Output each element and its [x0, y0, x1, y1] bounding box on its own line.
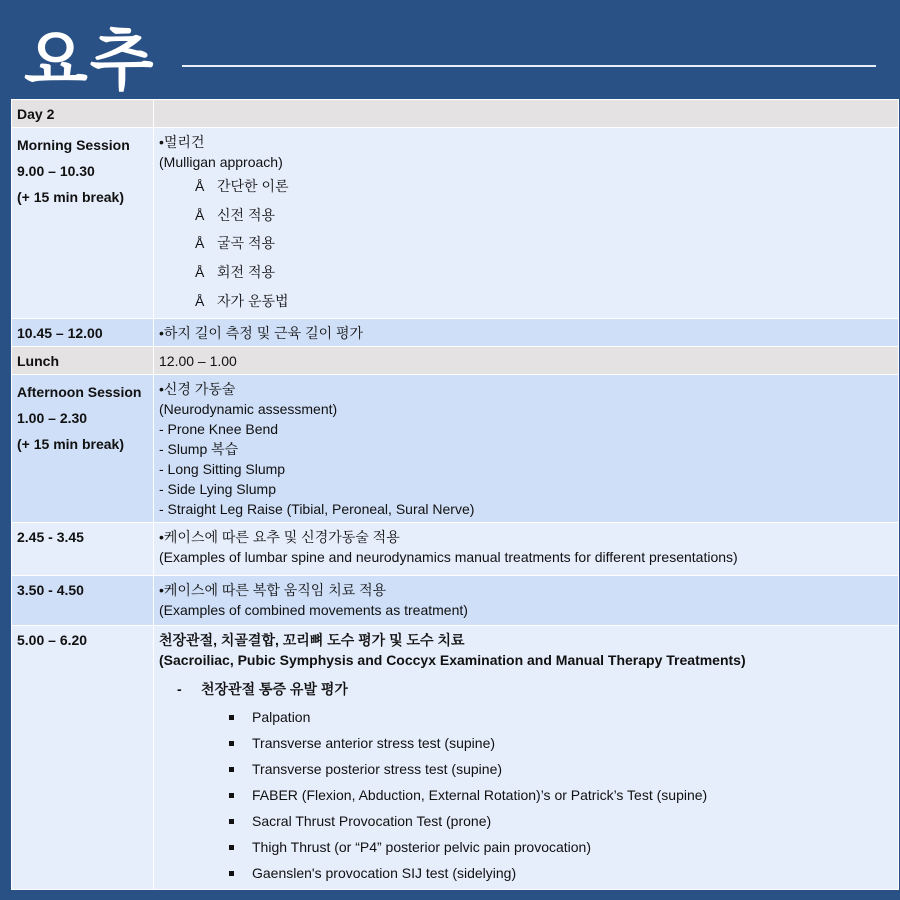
content-cell: [154, 523, 899, 576]
arrow-bullet-icon: Å: [195, 235, 205, 252]
topic-title: •신경 가동술: [159, 381, 236, 397]
square-bullet-icon: [229, 767, 234, 772]
time-cell: [12, 100, 154, 128]
arrow-bullet-icon: Å: [195, 264, 205, 281]
square-bullet-icon: [229, 845, 234, 850]
list-item: Thigh Thrust (or “P4” posterior pelvic pain provocation): [159, 834, 893, 860]
content-cell: [154, 128, 899, 319]
subheading: - 천장관절 통증 유발 평가: [177, 681, 348, 697]
list-item: Å 회전 적용: [195, 264, 275, 281]
session-break: (+ 15 min break): [17, 189, 124, 205]
session-time: 9.00 – 10.30: [17, 163, 95, 179]
content-cell: [154, 576, 899, 626]
arrow-bullet-icon: Å: [195, 292, 205, 309]
arrow-bullet-icon: Å: [195, 178, 205, 195]
list-item: Å 간단한 이론: [195, 178, 289, 195]
list-item: Å 자가 운동법: [195, 292, 289, 309]
session-label: Morning Session: [17, 137, 130, 153]
topic-title: •케이스에 따른 요추 및 신경가동술 적용: [159, 529, 400, 545]
list-item: - Prone Knee Bend: [159, 421, 279, 437]
table-row: [12, 576, 899, 626]
list-item: Å 굴곡 적용: [195, 235, 275, 252]
time-cell: [12, 375, 154, 523]
square-bullet-icon: [229, 715, 234, 720]
time-cell: Lunch: [12, 347, 154, 375]
time-cell: 10.45 – 12.00: [12, 319, 154, 347]
list-item: - Side Lying Slump: [159, 481, 276, 497]
list-item: Gaenslen's provocation SIJ test (sidelying): [159, 860, 893, 886]
arrow-bullet-icon: Å: [195, 206, 205, 223]
table-row: [12, 626, 899, 890]
session-label: Afternoon Session: [17, 384, 142, 400]
content-cell: [154, 319, 899, 347]
table-row: [12, 128, 899, 319]
square-bullet-icon: [229, 793, 234, 798]
table-row: [12, 319, 899, 347]
table-row: [12, 375, 899, 523]
list-item: Transverse anterior stress test (supine): [159, 730, 893, 756]
time-cell: 5.00 – 6.20: [12, 626, 154, 890]
square-bullet-icon: [229, 741, 234, 746]
time-cell: [12, 128, 154, 319]
list-item: Transverse posterior stress test (supine): [159, 756, 893, 782]
topic-title: •멀리건: [159, 134, 205, 150]
time-cell: 3.50 - 4.50: [12, 576, 154, 626]
topic-title: •하지 길이 측정 및 근육 길이 평가: [159, 325, 364, 341]
time-cell: 2.45 - 3.45: [12, 523, 154, 576]
content-cell: •신경 가동술 (Neurodynamic assessment) - Prone Knee Bend - Slump 복습 - Long Sitting Slump - Side Lying Slump - Straight Leg Raise (Tibial, Peroneal, Sural Nerve): [154, 375, 899, 523]
list-item: - Straight Leg Raise (Tibial, Peroneal, Sural Nerve): [159, 501, 475, 517]
list-item: - Slump 복습: [159, 441, 239, 457]
session-break: (+ 15 min break): [17, 436, 124, 452]
square-bullet-icon: [229, 819, 234, 824]
list-item: - Long Sitting Slump: [159, 461, 286, 477]
list-item: FABER (Flexion, Abduction, External Rotation)’s or Patrick’s Test (supine): [159, 782, 893, 808]
schedule-table: [11, 99, 899, 890]
table-row: [12, 100, 899, 128]
topic-subtitle: (Sacroiliac, Pubic Symphysis and Coccyx Examination and Manual Therapy Treatments): [159, 652, 746, 668]
list-item: Å 신전 적용: [195, 206, 275, 223]
square-bullet-icon: [229, 871, 234, 876]
list-item: Palpation: [159, 704, 893, 730]
topic-subtitle: (Mulligan approach): [159, 154, 283, 170]
topic-title: •케이스에 따른 복합 움직임 치료 적용: [159, 582, 387, 598]
content-cell: [154, 100, 899, 128]
table-row: [12, 347, 899, 375]
content-cell: [154, 626, 899, 890]
title-divider: [182, 65, 876, 67]
session-time: 1.00 – 2.30: [17, 410, 88, 426]
dash-bullet: -: [177, 681, 182, 697]
topic-subtitle: (Examples of lumbar spine and neurodynamics manual treatments for different presentations): [159, 549, 738, 565]
content-cell: 12.00 – 1.00: [154, 347, 899, 375]
day-label: Day 2: [17, 106, 55, 122]
page-title: 요추: [24, 22, 156, 99]
topic-subtitle: (Examples of combined movements as treatment): [159, 602, 468, 618]
table-row: [12, 523, 899, 576]
topic-title: 천장관절, 치골결합, 꼬리뼈 도수 평가 및 도수 치료: [159, 632, 465, 648]
list-item: Sacral Thrust Provocation Test (prone): [159, 808, 893, 834]
